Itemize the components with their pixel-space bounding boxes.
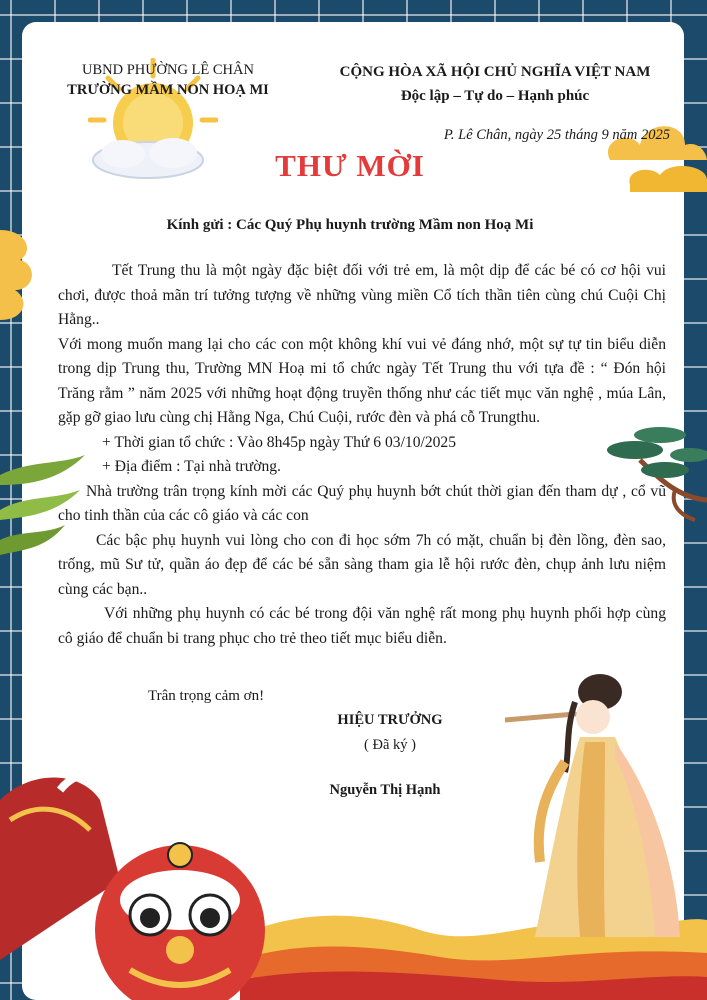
issuing-organization	[58, 60, 278, 100]
lion-dance-head-icon	[0, 760, 290, 1000]
nation-motto: Độc lập – Tự do – Hạnh phúc	[400, 88, 590, 104]
signer-name: Nguyễn Thị Hạnh	[329, 782, 441, 798]
paragraph-performers: Với những phụ huynh có các bé trong đội văn nghệ rất mong phụ huynh phối hợp cùng cô giáo để chuẩn bi trang phục cho trẻ theo tiết mục biểu diễn.	[58, 605, 666, 647]
thanks-line: Trân trọng cảm ơn!	[148, 688, 265, 704]
date-line: P. Lê Chân, ngày 25 tháng 9 năm 2025	[443, 127, 670, 143]
invitation-title: THƯ MỜI	[275, 148, 425, 183]
golden-cloud-left-icon	[0, 220, 40, 340]
paragraph-invitation: Nhà trường trân trọng kính mời các Quý phụ huynh bớt chút thời gian đến tham dự , cổ vũ cho tinh thần của các cô giáo và các con	[58, 482, 666, 524]
paragraph-intro: Tết Trung thu là một ngày đặc biệt đối với trẻ em, là một dịp để các bé có cơ hội vui chơi, được thoả mãn trí tưởng tượng về những vùng miền Cổ tích thần tiên cùng chú Cuội Chị Hằng..	[58, 262, 666, 328]
org-district: UBND PHƯỜNG LÊ CHÂN	[82, 62, 254, 78]
paragraph-purpose: Với mong muốn mang lại cho các con một không khí vui vẻ đáng nhớ, một sự tự tin biểu diễn trong dịp Trung thu, Trường MN Hoạ mi tổ chức ngày Tết Trung thu với tựa đề : “ Đón hội Trăng rằm ” năm 2025 với những hoạt động truyền thống như các tiết mục văn nghệ , múa Lân, gặp gỡ giao lưu cùng chị Hằng Nga, Chú Cuội, rước đèn và phá cỗ Trungthu.	[58, 335, 666, 426]
invitation-body	[58, 259, 666, 651]
signed-note: ( Đã ký )	[364, 737, 416, 753]
recipient-line: Kính gửi : Các Quý Phụ huynh trường Mầm non Hoạ Mi	[166, 217, 534, 233]
nation-name: CỘNG HÒA XÃ HỘI CHỦ NGHĨA VIỆT NAM	[339, 64, 651, 80]
moon-fairy-flute-illustration	[505, 672, 685, 942]
org-school-name: TRƯỜNG MẦM NON HOẠ MI	[67, 82, 269, 98]
event-time: + Thời gian tổ chức : Vào 8h45p ngày Thứ 6 03/10/2025	[102, 433, 457, 451]
event-place: + Địa điểm : Tại nhà trường.	[102, 458, 281, 475]
golden-cloud-icon	[590, 100, 707, 200]
national-motto	[300, 60, 690, 108]
paragraph-preparation: Các bậc phụ huynh vui lòng cho con đi học sớm 7h có mặt, chuẩn bị đèn lồng, đèn sao, trống, mũ Sư tử, quần áo đẹp để các bé sẵn sàng tham gia lễ hội rước đèn, chụp ảnh lưu niệm cùng các bạn..	[58, 531, 666, 598]
signer-title: HIỆU TRƯỞNG	[337, 712, 443, 728]
